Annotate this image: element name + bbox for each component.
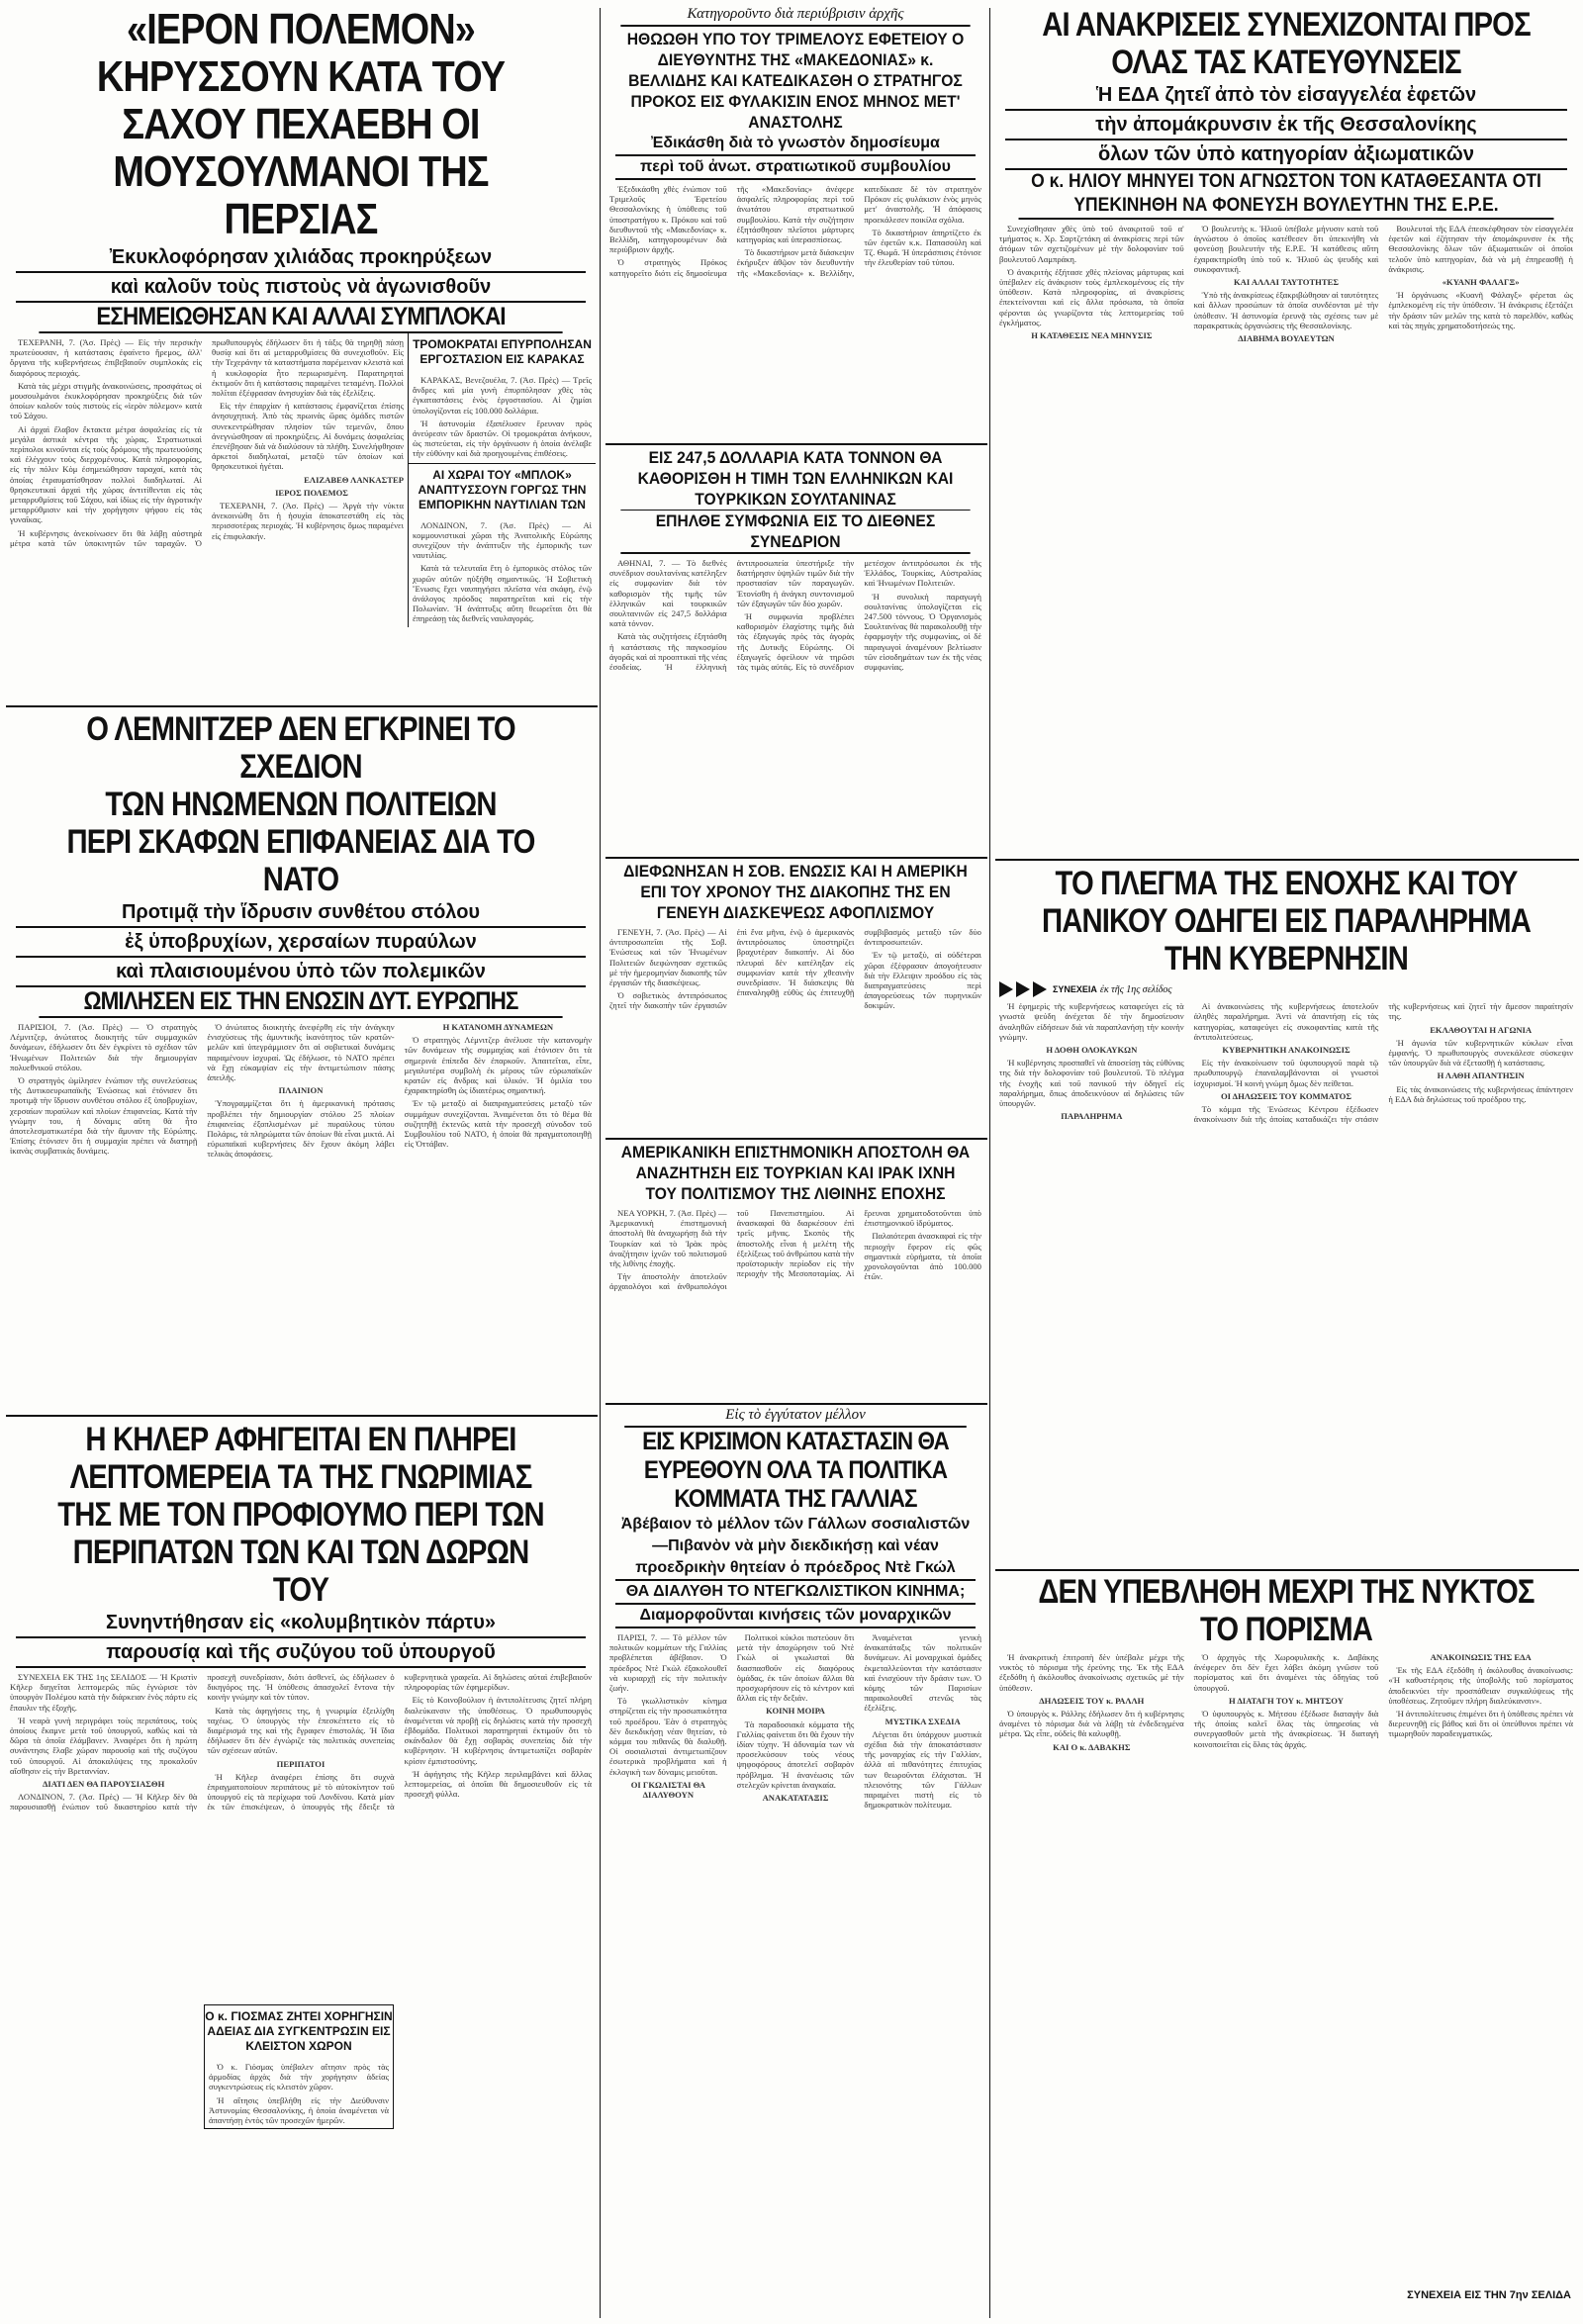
subheadline: τὴν ἀπομάκρυνσιν ἐκ τῆς Θεσσαλονίκης — [1005, 111, 1567, 140]
column-rule — [600, 8, 601, 2318]
article-porisma — [995, 1573, 1577, 2319]
subheadline: καὶ καλοῦν τοὺς πιστοὺς νὰ ἀγωνισθοῦν — [16, 273, 586, 303]
section-rule — [605, 1138, 987, 1140]
article-body: ΠΑΡΙΣΙ, 7. — Τὸ μέλλον τῶν πολιτικῶν κομμάτων τῆς Γαλλίας προβλέπεται ἀβέβαιον. Ὁ πρόεδρος Ντὲ Γκὼλ ἐξακολουθεῖ νὰ κυριαρχῇ εἰς τὴν πολιτικὴν ζωήν. Τὸ γκωλλιστικὸν κίνημα στηρίζεται εἰς τὴν προσωπικότητα τοῦ προέδρου. Ἐὰν ὁ στρατηγὸς δὲν διεκδικήσῃ νέαν θητείαν, τὸ κόμμα του πιθανῶς θὰ διαλυθῇ. Οἱ σοσιαλισταὶ ἀντιμετωπίζουν ἐσωτερικὰ προβλήματα καὶ ἡ ἐκλογικὴ των δύναμις μειοῦται. ΟΙ ΓΚΩΛΙΣΤΑΙ ΘΑ ΔΙΑΛΥΘΟΥΝ Πολιτικοὶ κύκλοι πιστεύουν ὅτι μετὰ τὴν ἀποχώρησιν τοῦ Ντὲ Γκὼλ οἱ γκωλισταὶ θὰ διασπασθοῦν εἰς διαφόρους ὁμάδας, ἐκ τῶν ὁποίων ἄλλαι θὰ προσχωρήσουν εἰς τὸ κέντρον καὶ ἄλλαι εἰς τὴν δεξιάν. ΚΟΙΝΗ ΜΟΙΡΑ Τὰ παραδοσιακὰ κόμματα τῆς Γαλλίας φαίνεται ὅτι θὰ ἔχουν τὴν ἰδίαν τύχην. Ἡ ἀδυναμία των νὰ προσελκύσουν τοὺς νέους ψηφοφόρους ἀποτελεῖ σοβαρὸν πρόβλημα. Ἡ ἀνανέωσις τῶν στελεχῶν κρίνεται ἀναγκαία. ΑΝΑΚΑΤΑΤΑΞΙΣ Ἀναμένεται γενικὴ ἀνακατάταξις τῶν πολιτικῶν δυνάμεων. Αἱ μοναρχικαὶ ὁμάδες ἐκμεταλλεύονται τὴν κατάστασιν καὶ ἐνισχύουν τὴν δράσιν των. Ὁ κόμης τῶν Παρισίων παρακολουθεῖ στενῶς τὰς ἐξελίξεις. ΜΥΣΤΙΚΑ ΣΧΕΔΙΑ Λέγεται ὅτι ὑπάρχουν μυστικὰ σχέδια διὰ τὴν ἀποκατάστασιν τῆς μοναρχίας εἰς τὴν Γαλλίαν, ἀλλὰ αἱ πιθανότητες ἐπιτυχίας των θεωροῦνται ἐλάχισται. Ἡ πλειονότης τῶν Γάλλων παραμένει πιστὴ εἰς τὸ δημοκρατικὸν πολίτευμα. — [609, 1632, 981, 1811]
continuation: ΣΥΝΕΧΕΙΑ ἐκ τῆς 1ης σελίδος — [995, 977, 1577, 997]
article-france — [605, 1407, 985, 2319]
section-rule — [6, 705, 598, 707]
headline: ΕΙΣ 247,5 ΔΟΛΛΑΡΙΑ ΚΑΤΑ ΤΟΝΝΟΝ ΘΑ ΚΑΘΟΡΙΣΘΗ Η ΤΙΜΗ ΤΩΝ ΕΛΛΗΝΙΚΩΝ ΚΑΙ ΤΟΥΡΚΙΚΩΝ ΣΟΥΛΤΑΝΙΝΑΣ — [637, 448, 954, 509]
subheadline: ΕΠΗΛΘΕ ΣΥΜΦΩΝΙΑ ΕΙΣ ΤΟ ΔΙΕΘΝΕΣ ΣΥΝΕΔΡΙΟΝ — [620, 510, 970, 554]
article-body: ΑΘΗΝΑΙ, 7. — Τὸ διεθνὲς συνέδριον σουλτανίνας κατέληξεν εἰς συμφωνίαν διὰ τὸν καθορισμὸν τῆς τιμῆς τῶν ἑλληνικῶν καὶ τουρκικῶν σουλτανινῶν εἰς 247,5 δολλάρια κατὰ τόννον. Κατὰ τὰς συζητήσεις ἐξητάσθη ἡ κατάστασις τῆς παγκοσμίου ἀγορᾶς καὶ αἱ προοπτικαὶ τῆς νέας ἐσοδείας. Ἡ ἑλληνικὴ ἀντιπροσωπεία ὑπεστήριξε τὴν διατήρησιν ὑψηλῶν τιμῶν διὰ τὴν προστασίαν τῶν παραγωγῶν. Ἐτονίσθη ἡ ἀνάγκη συντονισμοῦ τῶν ἐξαγωγῶν τῶν δύο χωρῶν. Ἡ συμφωνία προβλέπει καθορισμὸν ἐλαχίστης τιμῆς διὰ τὰς ἐξαγωγάς πρὸς τὰς ἀγορὰς τῆς Δυτικῆς Εὐρώπης. Οἱ ἐξαγωγεῖς ὀφείλουν νὰ τηρῶσι τὰς τιμὰς αὐτάς. Εἰς τὸ συνέδριον μετέσχον ἀντιπρόσωποι ἐκ τῆς Ἑλλάδος, Τουρκίας, Αὐστραλίας καὶ Ἡνωμένων Πολιτειῶν. Ἡ συνολικὴ παραγωγὴ σουλτανίνας ὑπολογίζεται εἰς 247.500 τόννους. Ὁ Ὀργανισμὸς Σουλτανίνας θὰ παρακολουθῇ τὴν ἐφαρμογὴν τῆς συμφωνίας, οἱ δὲ παραγωγοὶ ἀναμένουν βελτίωσιν τῶν εἰσοδημάτων των ἐκ τῆς νέας συμφωνίας. — [609, 558, 981, 673]
headline: Η ΚΗΛΕΡ ΑΦΗΓΕΙΤΑΙ ΕΝ ΠΛΗΡΕΙ ΛΕΠΤΟΜΕΡΕΙΑ ΤΑ ΤΗΣ ΓΝΩΡΙΜΙΑΣ ΤΗΣ ΜΕ ΤΟΝ ΠΡΟΦΙΟΥΜΟ ΠΕΡΙ ΤΩΝ ΠΕΡΙΠΑΤΩΝ ΤΩΝ ΚΑΙ ΤΩΝ ΔΩΡΩΝ ΤΟΥ — [57, 1421, 544, 1609]
article-vellidis — [605, 6, 985, 441]
article-investigations — [995, 6, 1577, 857]
headline: ΠΕΡΙ ΣΚΑΦΩΝ ΕΠΙΦΑΝΕΙΑΣ ΔΙΑ ΤΟ ΝΑΤΟ — [66, 823, 535, 898]
headline: ΤΩΝ ΗΝΩΜΕΝΩΝ ΠΟΛΙΤΕΙΩΝ — [105, 786, 497, 823]
headline: Ο ΛΕΜΝΙΤΖΕΡ ΔΕΝ ΕΓΚΡΙΝΕΙ ΤΟ ΣΧΕΔΙΟΝ — [86, 710, 515, 786]
headline: ΗΘΩΩΘΗ ΥΠΟ ΤΟΥ ΤΡΙΜΕΛΟΥΣ ΕΦΕΤΕΙΟΥ Ο ΔΙΕΥΘΥΝΤΗΣ ΤΗΣ «ΜΑΚΕΔΟΝΙΑΣ» κ. ΒΕΛΛΙΔΗΣ ΚΑΙ ΚΑΤΕΔΙΚΑΣΘΗ Ο ΣΤΡΑΤΗΓΟΣ ΠΡΟΚΟΣ ΕΙΣ ΦΥΛΑΚΙΣΙΝ ΕΝΟΣ ΜΗΝΟΣ ΜΕΤ' ΑΝΑΣΤΟΛΗΣ — [620, 25, 970, 133]
section-rule — [6, 1415, 598, 1417]
box-body: ΛΟΝΔΙΝΟΝ, 7. (Ἀσ. Πρὲς) — Αἱ κομμουνιστικαὶ χῶραι τῆς Ἀνατολικῆς Εὐρώπης συνεχίζουν τὴν ἀνάπτυξιν τῆς ἐμπορικῆς των ναυτιλίας. Κατὰ τὰ τελευταῖα ἔτη ὁ ἐμπορικὸς στόλος τῶν χωρῶν αὐτῶν ηὐξήθη σημαντικῶς. Ἡ Σοβιετικὴ Ἕνωσις ἔχει ναυπηγήσει πλεῖστα νέα σκάφη, ἐνῷ ἀνάλογος πρόοδος παρατηρεῖται καὶ εἰς τὴν Πολωνίαν. Ἡ ἀνάπτυξις αὕτη θεωρεῖται ὅτι θὰ ἐπηρεάσῃ τὰς διεθνεῖς ναυλαγοράς. — [412, 519, 592, 624]
column-rule — [989, 8, 990, 2318]
article-body: Ἡ ἐφημερὶς τῆς κυβερνήσεως καταφεύγει εἰς τὰ γνωστὰ ψεύδη ἀνέχεται δὲ τὴν δημοσίευσιν ἀναληθῶν εἰδήσεων διὰ νὰ παραπλανήσῃ τὴν κοινὴν γνώμην. Η ΔΟΘΗ ΟΛΟΚΑΥΚΩΝ Ἡ κυβέρνησις προσπαθεῖ νὰ ἀποσείσῃ τὰς εὐθύνας της διὰ τὴν δολοφονίαν τοῦ βουλευτοῦ. Τὸ πλέγμα τῆς ἐνοχῆς καὶ τοῦ πανικοῦ τὴν ὁδηγεῖ εἰς παραλήρημα, ὅπως ἀποδεικνύουν αἱ δηλώσεις τῶν ὑπουργῶν. ΠΑΡΑΛΗΡΗΜΑ Αἱ ἀνακοινώσεις τῆς κυβερνήσεως ἀποτελοῦν ἀληθὲς παραλήρημα. Ἀντὶ νὰ ἀπαντήσῃ εἰς τὰς κατηγορίας, καταφεύγει εἰς συκοφαντίας κατὰ τῆς ἀντιπολιτεύσεως. ΚΥΒΕΡΝΗΤΙΚΗ ΑΝΑΚΟΙΝΩΣΙΣ Εἰς τὴν ἀνακοίνωσιν τοῦ ὑφυπουργοῦ παρὰ τῷ πρωθυπουργῷ ἐπαναλαμβάνονται οἱ γνωστοὶ ἰσχυρισμοί. Ἡ κοινὴ γνώμη ὅμως δὲν πείθεται. ΟΙ ΔΗΛΩΣΕΙΣ ΤΟΥ ΚΟΜΜΑΤΟΣ Τὸ κόμμα τῆς Ἑνώσεως Κέντρου ἐξέδωσεν ἀνακοίνωσιν διὰ τῆς ὁποίας καταδικάζει τὴν στάσιν τῆς κυβερνήσεως καὶ ζητεῖ τὴν ἄμεσον παραίτησίν της. ΕΚΛΑΘΟΥΤΑΙ Η ΑΓΩΝΙΑ Ἡ ἀγωνία τῶν κυβερνητικῶν κύκλων εἶναι ἐμφανής. Ὁ πρωθυπουργὸς συνεκάλεσε σύσκεψιν τῶν ὑπουργῶν διὰ νὰ ἐξετασθῇ ἡ κατάστασις. Η ΛΑΘΗ ΑΠΑΝΤΗΣΙΝ Εἰς τὰς ἀνακοινώσεις τῆς κυβερνήσεως ἀπάντησεν ἡ ΕΔΑ διὰ δηλώσεως τοῦ προέδρου της. — [999, 1001, 1573, 1125]
arrow-icon — [1016, 981, 1030, 997]
subheadline: Ἀβέβαιον τὸ μέλλον τῶν Γάλλων σοσιαλιστῶν—Πιβανὸν νὰ μὴν διεκδικήσῃ καὶ νέαν προεδρικὴν θητείαν ὁ πρόεδρος Ντὲ Γκώλ — [615, 1514, 976, 1581]
section-rule — [995, 859, 1579, 861]
subheadline: Ο κ. ΗΛΙΟΥ ΜΗΝΥΕΙ ΤΟΝ ΑΓΝΩΣΤΟΝ ΤΟΝ ΚΑΤΑΘΕΣΑΝΤΑ ΟΤΙ ΥΠΕΚΙΝΗΘΗ ΝΑ ΦΟΝΕΥΣΗ ΒΟΥΛΕΥΤΗΝ ΤΗΣ Ε.Ρ.Ε. — [1019, 170, 1554, 220]
subheadline: ἐξ ὑποβρυχίων, χερσαίων πυραύλων — [16, 928, 586, 958]
subheadline: Ἡ ΕΔΑ ζητεῖ ἀπὸ τὸν εἰσαγγελέα ἐφετῶν — [1005, 81, 1567, 111]
arrow-icon — [1033, 981, 1047, 997]
article-guilt — [995, 865, 1577, 1567]
article-disarmament — [605, 861, 985, 1136]
article-lemnitzer — [6, 710, 596, 1413]
subheadline: Συνηντήθησαν εἰς «κολυμβητικὸν πάρτυ» — [16, 1609, 586, 1638]
article-keeler — [6, 1421, 596, 2319]
subheadline: ὅλων τῶν ὑπὸ κατηγορίαν ἀξιωματικῶν — [1005, 140, 1567, 170]
article-body: ΠΑΡΙΣΙΟΙ, 7. (Ἀσ. Πρὲς) — Ὁ στρατηγὸς Λέμνιτζερ, ἀνώτατος διοικητὴς τῶν συμμαχικῶν δυνάμεων, ἐδήλωσεν ὅτι δὲν ἐγκρίνει τὸ σχέδιον τῶν Ἡνωμένων Πολιτειῶν διὰ τὴν δημιουργίαν πολυεθνικοῦ στόλου. Ὁ στρατηγὸς ὡμίλησεν ἐνώπιον τῆς συνελεύσεως τῆς Δυτικοευρωπαϊκῆς Ἑνώσεως καὶ ἐτόνισεν ὅτι προτιμᾷ τὴν ἵδρυσιν συνθέτου στόλου ἐξ ὑποβρυχίων, χερσαίων πυραύλων καὶ πλοίων ἐπιφανείας. Κατὰ τὴν γνώμην του, ἡ δύναμις αὕτη θὰ ἦτο ἀποτελεσματικωτέρα διὰ τὴν ἄμυναν τῆς Εὐρώπης. Ἐπίσης ἐτόνισεν ὅτι ἡ συμμαχία πρέπει νὰ διατηρῇ ἱκανὰς συμβατικὰς δυνάμεις. Ὁ ἀνώτατος διοικητὴς ἀνεφέρθη εἰς τὴν ἀνάγκην ἐνισχύσεως τῆς ἀμυντικῆς ἱκανότητος τῶν κρατῶν-μελῶν καὶ ὑπεγράμμισεν ὅτι αἱ σοβιετικαὶ δυνάμεις παραμένουν ἰσχυραί. Ὡς ἐδήλωσε, τὸ ΝΑΤΟ πρέπει νὰ ἔχῃ εὐκαμψίαν εἰς τὴν ἀντιμετώπισιν πάσης ἀπειλῆς. ΠΛΑΙΝΙΟΝ Ὑπογραμμίζεται ὅτι ἡ ἀμερικανικὴ πρότασις προβλέπει τὴν δημιουργίαν στόλου 25 πλοίων ἐπιφανείας ἐξοπλισμένων μὲ πυραύλους τύπου Πολάρις, τὰ πληρώματα τῶν ὁποίων θὰ εἶναι μικτά. Αἱ εὐρωπαϊκαὶ κυβερνήσεις δὲν ἔχουν ἀκόμη λάβει τελικὰς ἀποφάσεις. Η ΚΑΤΑΝΟΜΗ ΔΥΝΑΜΕΩΝ Ὁ στρατηγὸς Λέμνιτζερ ἀνέλυσε τὴν κατανομὴν τῶν δυνάμεων τῆς συμμαχίας καὶ ἐτόνισεν ὅτι τὰ σημερινὰ ἐπίπεδα δὲν ἐπαρκοῦν. Ἀπαιτεῖται, εἶπε, μεγαλυτέρα συμβολὴ ἐκ μέρους τῶν εὐρωπαϊκῶν κρατῶν εἰς ἄνδρας καὶ ὑλικόν. Ἡ ὁμιλία του ἐχαρακτηρίσθη ὡς ἰδιαιτέρως σημαντική. Ἐν τῷ μεταξὺ αἱ διαπραγματεύσεις μεταξὺ τῶν συμμάχων συνεχίζονται. Ἀναμένεται ὅτι τὸ θέμα θὰ συζητηθῇ ἐκτενῶς κατὰ τὴν προσεχῆ σύνοδον τοῦ Συμβουλίου τοῦ ΝΑΤΟ, ἡ ὁποία θὰ πραγματοποιηθῇ εἰς Ὀττάβαν. — [10, 1022, 592, 1160]
subheadline: ΩΜΙΛΗΣΕΝ ΕΙΣ ΤΗΝ ΕΝΩΣΙΝ ΔΥΤ. ΕΥΡΩΠΗΣ — [39, 987, 562, 1018]
subheadline: καὶ πλαισιουμένου ὑπὸ τῶν πολεμικῶν — [16, 958, 586, 987]
box-title: Ο κ. ΓΙΟΣΜΑΣ ΖΗΤΕΙ ΧΟΡΗΓΗΣΙΝ ΑΔΕΙΑΣ ΔΙΑ ΣΥΓΚΕΝΤΡΩΣΙΝ ΕΙΣ ΚΛΕΙΣΤΟΝ ΧΩΡΟΝ — [205, 2009, 393, 2053]
article-body: Ἡ ἀνακριτικὴ ἐπιτροπὴ δὲν ὑπέβαλε μέχρι τῆς νυκτὸς τὸ πόρισμα τῆς ἐρεύνης της. Ἐκ τῆς ΕΔΑ ἐξεδόθη ἡ ἀκόλουθος ἀνακοίνωσις σχετικῶς μὲ τὴν ὑπόθεσιν. ΔΗΛΩΣΕΙΣ ΤΟΥ κ. ΡΑΛΛΗ Ὁ ὑπουργὸς κ. Ράλλης ἐδήλωσεν ὅτι ἡ κυβέρνησις ἀναμένει τὸ πόρισμα διὰ νὰ λάβῃ τὰ ἐνδεδειγμένα μέτρα. Ὡς εἶπε, οὐδεὶς θὰ καλυφθῇ. ΚΑΙ Ο κ. ΔΑΒΑΚΗΣ Ὁ ἀρχηγὸς τῆς Χωροφυλακῆς κ. Δαβάκης ἀνέφερεν ὅτι δὲν ἔχει λάβει ἀκόμη γνῶσιν τοῦ πορίσματος καὶ ὅτι ἀναμένει τὰς ὁδηγίας τοῦ ὑπουργοῦ. Η ΔΙΑΤΑΓΗ ΤΟΥ κ. ΜΗΤΣΟΥ Ὁ ὑφυπουργὸς κ. Μήτσου ἐξέδωσε διαταγὴν διὰ τῆς ὁποίας καλεῖ ὅλας τὰς ὑπηρεσίας νὰ συνεργασθοῦν μετὰ τῆς ἀνακρίσεως. Ἡ διαταγὴ κοινοποιεῖται εἰς ὅλας τὰς ἀρχάς. ΑΝΑΚΟΙΝΩΣΙΣ ΤΗΣ ΕΔΑ Ἐκ τῆς ΕΔΑ ἐξεδόθη ἡ ἀκόλουθος ἀνακοίνωσις: «Ἡ καθυστέρησις τῆς ὑποβολῆς τοῦ πορίσματος ἀποδεικνύει τὴν προσπάθειαν συγκαλύψεως τῆς ὑποθέσεως. Ζητοῦμεν πλήρη διαλεύκανσιν». Ἡ ἀντιπολίτευσις ἐπιμένει ὅτι ἡ ὑπόθεσις πρέπει νὰ διερευνηθῇ εἰς βάθος καὶ ὅτι οἱ ὑπεύθυνοι πρέπει νὰ τιμωρηθοῦν παραδειγματικῶς. — [999, 1652, 1573, 1752]
subheadline: ΕΣΗΜΕΙΩΘΗΣΑΝ ΚΑΙ ΑΛΛΑΙ ΣΥΜΠΛΟΚΑΙ — [39, 303, 562, 333]
article-body: ΤΕΧΕΡΑΝΗ, 7. (Ἀσ. Πρὲς) — Εἰς τὴν περσικὴν πρωτεύουσαν, ἡ κατάστασις ἐφαίνετο ἤρεμος, ἀλλ' ὄργανα τῆς κυβερνήσεως ἐπιβεβαιοῦν συμπλοκὰς εἰς διαφόρους περιοχάς. Κατὰ τὰς μέχρι στιγμῆς ἀνακοινώσεις, προσφάτως οἱ μουσουλμάνοι ἐκυκλοφόρησαν προκηρύξεις διὰ τῶν ὁποίων καλοῦν τοὺς πιστοὺς εἰς «ἱερὸν πόλεμον» κατὰ τοῦ Σάχου. Αἱ ἀρχαὶ ἔλαβον ἔκτακτα μέτρα ἀσφαλείας εἰς τὰ μεγάλα ἀστικὰ κέντρα τῆς χώρας. Στρατιωτικαὶ περίπολοι κινοῦνται εἰς τοὺς δρόμους τῆς πρωτευούσης καὶ ἐλέγχουν τοὺς διερχομένους. Κατὰ πληροφορίας, εἰς τὴν πόλιν Κὸμ ἐσημειώθησαν ταραχαί, κατὰ τὰς ὁποίας ἐτραυματίσθησαν πολλοὶ διαδηλωταί. Αἱ θρησκευτικαὶ ἀρχαὶ τῆς χώρας ἀντιτίθενται εἰς τὰς μεταρρυθμίσεις τοῦ Σάχου, καὶ ἰδίως εἰς τὴν ἀγροτικὴν μεταρρύθμισιν καὶ τὴν χορήγησιν ψήφου εἰς τὰς γυναῖκας. Ἡ κυβέρνησις ἀνεκοίνωσεν ὅτι θὰ λάβῃ αὐστηρὰ μέτρα κατὰ τῶν ὑποκινητῶν τῶν ταραχῶν. Ὁ πρωθυπουργὸς ἐδήλωσεν ὅτι ἡ τάξις θὰ τηρηθῇ πάσῃ θυσίᾳ καὶ ὅτι αἱ μεταρρυθμίσεις θὰ συνεχισθοῦν. Εἰς τὴν Τεχεράνην τὰ καταστήματα παρέμειναν κλειστὰ καὶ ἡ κυκλοφορία ἦτο περιωρισμένη. Παρατηρηταὶ ἐκτιμοῦν ὅτι ἡ κατάστασις παραμένει τεταμένη. Πολλοὶ πολῖται ἐξέφρασαν ἀνησυχίαν διὰ τὰς ἐξελίξεις. Εἰς τὴν ἐπαρχίαν ἡ κατάστασις ἐμφανίζεται ἐπίσης ἀνησυχητική. Ἀπὸ τὰς πρωινὰς ὥρας ὁμάδες πιστῶν συνεκεντρώθησαν πλησίον τῶν τεμενῶν, ὅπου ἀνεγνώσθησαν αἱ προκηρύξεις. Αἱ δυνάμεις ἀσφαλείας ἐπενέβησαν διὰ νὰ διαλύσουν τὰ πλήθη. Συνελήφθησαν ἀρκετοὶ διαδηλωταί, μεταξὺ τῶν ὁποίων καὶ θρησκευτικοὶ ἡγέται. ΕΛΙΖΑΒΕΘ ΛΑΝΚΑΣΤΕΡ ΙΕΡΟΣ ΠΟΛΕΜΟΣ ΤΕΧΕΡΑΝΗ, 7. (Ἀσ. Πρὲς) — Ἀργὰ τὴν νύκτα ἀνεκοινώθη ὅτι ἡ ἡσυχία ἀποκατεστάθη εἰς τὰς περισσοτέρας περιοχάς. Ἡ κυβέρνησις ὅμως παραμένει εἰς ἐπιφυλακήν. — [10, 337, 404, 548]
article-expedition — [605, 1142, 985, 1401]
subheadline: Διαμορφοῦνται κινήσεις τῶν μοναρχικῶν — [615, 1605, 976, 1628]
section-rule — [605, 443, 987, 445]
section-rule — [995, 1569, 1579, 1571]
headline: ΑΙ ΑΝΑΚΡΙΣΕΙΣ ΣΥΝΕΧΙΖΟΝΤΑΙ ΠΡΟΣ ΟΛΑΣ ΤΑΣ ΚΑΤΕΥΘΥΝΣΕΙΣ — [1042, 6, 1531, 81]
kicker: Κατηγοροῦντο διὰ περιύβρισιν ἀρχῆς — [687, 6, 904, 22]
article-body: Συνεχίσθησαν χθὲς ὑπὸ τοῦ ἀνακριτοῦ τοῦ α' τμήματος κ. Χρ. Σαρτζετάκη αἱ ἀνακρίσεις περὶ τῶν ἀτόμων τῶν σχετιζομένων μὲ τὴν δολοφονίαν τοῦ βουλευτοῦ Λαμπράκη. Ὁ ἀνακριτὴς ἐξήτασε χθὲς πλείονας μάρτυρας καὶ ὑπέβαλεν εἰς ἀνάκρισιν τοὺς ἐμπλεκομένους εἰς τὴν ὑπόθεσιν. Κατὰ πληροφορίας, αἱ ἀνακρίσεις ἐπεκτείνονται καὶ εἰς ἄλλα πρόσωπα, τὰ ὁποῖα φέρονται ὡς γνωρίζοντα τὰς λεπτομερείας τοῦ ἐγκλήματος. Η ΚΑΤΑΘΕΣΙΣ ΝΕΑ ΜΗΝΥΣΙΣ Ὁ βουλευτὴς κ. Ἠλιοῦ ὑπέβαλε μήνυσιν κατὰ τοῦ ἀγνώστου ὁ ὁποῖος κατέθεσεν ὅτι ὑπεκινήθη νὰ φονεύσῃ βουλευτὴν τῆς Ε.Ρ.Ε. Ἡ κατάθεσις αὕτη ἐχαρακτηρίσθη ὑπὸ τοῦ κ. Ἠλιοῦ ὡς ψευδὴς καὶ συκοφαντική. ΚΑΙ ΑΛΛΑΙ ΤΑΥΤΟΤΗΤΕΣ Ὑπὸ τῆς ἀνακρίσεως ἐξακριβώθησαν αἱ ταυτότητες καὶ ἄλλων προσώπων τὰ ὁποῖα συνδέονται μὲ τὴν ὑπόθεσιν. Ἡ ἀστυνομία ἐρευνᾷ τὰς σχέσεις των μὲ παρακρατικὰς ὀργανώσεις τῆς Θεσσαλονίκης. ΔΙΑΒΗΜΑ ΒΟΥΛΕΥΤΩΝ Βουλευταὶ τῆς ΕΔΑ ἐπεσκέφθησαν τὸν εἰσαγγελέα ἐφετῶν καὶ ἐζήτησαν τὴν ἀπομάκρυνσιν ἐκ τῆς Θεσσαλονίκης ὅλων τῶν ἀξιωματικῶν οἱ ὁποῖοι τελοῦν ὑπὸ κατηγορίαν, διὰ νὰ μὴ ἐπηρεασθῇ ἡ ἀνάκρισις. «ΚΥΑΝΗ ΦΑΛΑΓΞ» Ἡ ὀργάνωσις «Κυανῆ Φάλαγξ» φέρεται ὡς ἐμπλεκομένη εἰς τὴν ὑπόθεσιν. Ἡ ἀνάκρισις ἐξετάζει τὴν δράσιν τῶν μελῶν της κατὰ τὸ παρελθόν, καθὼς καὶ τὰς πηγὰς χρηματοδοτήσεώς της. — [999, 224, 1573, 344]
headline: ΤΟ ΠΛΕΓΜΑ ΤΗΣ ΕΝΟΧΗΣ ΚΑΙ ΤΟΥ ΠΑΝΙΚΟΥ ΟΔΗΓΕΙ ΕΙΣ ΠΑΡΑΛΗΡΗΜΑ ΤΗΝ ΚΥΒΕΡΝΗΣΙΝ — [1042, 865, 1531, 977]
subheadline: ΘΑ ΔΙΑΛΥΘΗ ΤΟ ΝΤΕΓΚΩΛΙΣΤΙΚΟΝ ΚΙΝΗΜΑ; — [615, 1581, 976, 1605]
arrow-icon — [999, 981, 1013, 997]
article-sultana — [605, 447, 985, 855]
article-body: ΝΕΑ ΥΟΡΚΗ, 7. (Ἀσ. Πρὲς) — Ἀμερικανικὴ ἐπιστημονικὴ ἀποστολὴ θὰ ἀναχωρήσῃ διὰ τὴν Τουρκίαν καὶ τὸ Ἰρὰκ πρὸς ἀναζήτησιν ἰχνῶν τοῦ πολιτισμοῦ τῆς λιθίνης ἐποχῆς. Τὴν ἀποστολὴν ἀποτελοῦν ἀρχαιολόγοι καὶ ἀνθρωπολόγοι τοῦ Πανεπιστημίου. Αἱ ἀνασκαφαὶ θὰ διαρκέσουν ἐπὶ τρεῖς μῆνας. Σκοπὸς τῆς ἀποστολῆς εἶναι ἡ μελέτη τῆς ἐξελίξεως τοῦ ἀνθρώπου κατὰ τὴν προϊστορικὴν περίοδον εἰς τὴν περιοχὴν τῆς Μεσοποταμίας. Αἱ ἔρευναι χρηματοδοτοῦνται ὑπὸ ἐπιστημονικοῦ ἱδρύματος. Παλαιότεραι ἀνασκαφαὶ εἰς τὴν περιοχὴν ἔφερον εἰς φῶς σημαντικὰ εὑρήματα, τὰ ὁποῖα χρονολογοῦνται ἀπὸ 100.000 ἐτῶν. — [609, 1208, 981, 1292]
headline: ΔΕΝ ΥΠΕΒΛΗΘΗ ΜΕΧΡΙ ΤΗΣ ΝΥΚΤΟΣ ΤΟ ΠΟΡΙΣΜΑ — [1038, 1573, 1535, 1648]
box-giosmas — [204, 2004, 394, 2129]
kicker: Εἰς τὸ ἐγγύτατον μέλλον — [725, 1407, 866, 1423]
article-body: Ἐξεδικάσθη χθὲς ἐνώπιον τοῦ Τριμελοῦς Ἐφετείου Θεσσαλονίκης ἡ ὑπόθεσις τοῦ ὑποστρατήγου κ. Πρόκου καὶ τοῦ διευθυντοῦ τῆς «Μακεδονίας» κ. Βελλίδη, κατηγορουμένων διὰ περιύβρισιν ἀρχῆς. Ὁ στρατηγὸς Πρόκος κατηγορεῖτο διότι εἰς δημοσίευμα τῆς «Μακεδονίας» ἀνέφερε ἀσφαλεῖς πληροφορίας περὶ τοῦ ἀνωτάτου στρατιωτικοῦ συμβουλίου. Κατὰ τὴν συζήτησιν ἐξητάσθησαν πλεῖστοι μάρτυρες κατηγορίας καὶ ὑπερασπίσεως. Τὸ δικαστήριον μετὰ διάσκεψιν ἐκήρυξεν ἀθῷον τὸν διευθυντὴν τῆς «Μακεδονίας» κ. Βελλίδην, κατεδίκασε δὲ τὸν στρατηγὸν Πρόκον εἰς φυλάκισιν ἑνὸς μηνὸς μετ' ἀναστολῆς. Ἡ ἀπόφασις προεκάλεσεν ποικίλα σχόλια. Τὸ δικαστήριον ἀπηρτίζετο ἐκ τῶν ἐφετῶν κ.κ. Παπασούλη καὶ Τζ. Θωμᾶ. Ἡ ὑπεράσπισις ἐτόνισε τὴν ἐλευθερίαν τοῦ τύπου. — [609, 184, 981, 278]
subheadline: Προτιμᾷ τὴν ἵδρυσιν συνθέτου στόλου — [16, 898, 586, 928]
subheadline: παρουσίᾳ καὶ τῆς συζύγου τοῦ ὑπουργοῦ — [16, 1638, 586, 1668]
sidebar-boxes — [408, 333, 596, 627]
article-persia — [6, 6, 596, 703]
subheadline: περὶ τοῦ ἀνωτ. στρατιωτικοῦ συμβουλίου — [615, 156, 976, 180]
box-title: ΤΡΟΜΟΚΡΑΤΑΙ ΕΠΥΡΠΟΛΗΣΑΝ ΕΡΓΟΣΤΑΣΙΟΝ ΕΙΣ ΚΑΡΑΚΑΣ — [413, 337, 592, 366]
headline: ΑΜΕΡΙΚΑΝΙΚΗ ΕΠΙΣΤΗΜΟΝΙΚΗ ΑΠΟΣΤΟΛΗ ΘΑ ΑΝΑΖΗΤΗΣΗ ΕΙΣ ΤΟΥΡΚΙΑΝ ΚΑΙ ΙΡΑΚ ΙΧΝΗ ΤΟΥ ΠΟΛΙΤΙΣΜΟΥ ΤΗΣ ΛΙΘΙΝΗΣ ΕΠΟΧΗΣ — [620, 1143, 971, 1203]
subheadline: Ἐκυκλοφόρησαν χιλιάδας προκηρύξεων — [16, 243, 586, 273]
headline: «ΙΕΡΟΝ ΠΟΛΕΜΟΝ» ΚΗΡΥΣΣΟΥΝ ΚΑΤΑ ΤΟΥ ΣΑΧΟΥ ΠΕΧΑΕΒΗ ΟΙ ΜΟΥΣΟΥΛΜΑΝΟΙ ΤΗΣ ΠΕΡΣΙΑΣ — [96, 6, 506, 243]
headline: ΔΙΕΦΩΝΗΣΑΝ Η ΣΟΒ. ΕΝΩΣΙΣ ΚΑΙ Η ΑΜΕΡΙΚΗ ΕΠΙ ΤΟΥ ΧΡΟΝΟΥ ΤΗΣ ΔΙΑΚΟΠΗΣ ΤΗΣ ΕΝ ΓΕΝΕΥΗ ΔΙΑΣΚΕΨΕΩΣ ΑΦΟΠΛΙΣΜΟΥ — [623, 862, 968, 922]
box-body: Ὁ κ. Γιόσμας ὑπέβαλεν αἴτησιν πρὸς τὰς ἀρμοδίας ἀρχὰς διὰ τὴν χορήγησιν ἀδείας συγκεντρώσεως εἰς κλειστὸν χῶρον. Ἡ αἴτησις ὑπεβλήθη εἰς τὴν Διεύθυνσιν Ἀστυνομίας Θεσσαλονίκης, ἡ ὁποία ἀναμένεται νὰ ἀπαντήσῃ ἐντὸς τῶν προσεχῶν ἡμερῶν. — [209, 2062, 389, 2126]
section-rule — [605, 1403, 987, 1405]
article-body: ΓΕΝΕΥΗ, 7. (Ἀσ. Πρὲς) — Αἱ ἀντιπροσωπεῖαι τῆς Σοβ. Ἑνώσεως καὶ τῶν Ἡνωμένων Πολιτειῶν διεφώνησαν σχετικῶς μὲ τὴν ἡμερομηνίαν διακοπῆς τῶν ἐργασιῶν τῆς διασκέψεως. Ὁ σοβιετικὸς ἀντιπρόσωπος ζητεῖ τὴν διακοπὴν τῶν ἐργασιῶν ἐπὶ ἕνα μῆνα, ἐνῷ ὁ ἀμερικανὸς ἀντιπρόσωπος ὑποστηρίζει βραχυτέραν διακοπήν. Αἱ δύο πλευραὶ δὲν κατέληξαν εἰς συμφωνίαν κατὰ τὴν χθεσινὴν συνεδρίασιν. Ἡ διάσκεψις θὰ ἐπαναληφθῇ εὐθὺς ὡς ἐπιτευχθῇ συμβιβασμός μεταξὺ τῶν δύο ἀντιπροσωπειῶν. Ἐν τῷ μεταξὺ, αἱ οὐδέτεραι χῶραι ἐξέφρασαν ἀπογοήτευσιν διὰ τὴν ἔλλειψιν προόδου εἰς τὰς διαπραγματεύσεις περὶ ἀπαγορεύσεως τῶν πυρηνικῶν δοκιμῶν. — [609, 927, 981, 1011]
subheadline: Ἐδικάσθη διὰ τὸ γνωστὸν δημοσίευμα — [615, 133, 976, 156]
box-title: ΑΙ ΧΩΡΑΙ ΤΟΥ «ΜΠΛΟΚ» ΑΝΑΠΤΥΣΣΟΥΝ ΓΟΡΓΩΣ ΤΗΝ ΕΜΠΟΡΙΚΗΝ ΝΑΥΤΙΛΙΑΝ ΤΩΝ — [418, 467, 587, 511]
article-body: ΣΥΝΕΧΕΙΑ ΕΚ ΤΗΣ 1ης ΣΕΛΙΔΟΣ — Ἡ Κριστὶν Κῆλερ διηγεῖται λεπτομερῶς πῶς ἐγνώρισε τὸν ὑπουργὸν Πολέμου κατὰ τὴν διάρκειαν ἑνὸς πάρτυ εἰς ἔπαυλιν τῆς ἐξοχῆς. Ἡ νεαρὰ γυνὴ περιγράφει τοὺς περιπάτους, τοὺς ὁποίους ἔκαμνε μετὰ τοῦ ὑπουργοῦ, καθὼς καὶ τὰ δῶρα τὰ ὁποῖα ἐλάμβανεν. Ἀναφέρει ὅτι ἡ πρώτη συνάντησις ἔλαβε χώραν παρουσίᾳ καὶ τῆς συζύγου τοῦ ὑπουργοῦ. Αἱ ἀποκαλύψεις της προκαλοῦν αἴσθησιν εἰς τὴν Βρεταννίαν. ΔΙΑΤΙ ΔΕΝ ΘΑ ΠΑΡΟΥΣΙΑΣΘΗ ΛΟΝΔΙΝΟΝ, 7. (Ἀσ. Πρὲς) — Ἡ Κῆλερ δὲν θὰ παρουσιασθῇ ἐνώπιον τοῦ δικαστηρίου κατὰ τὴν προσεχῆ συνεδρίασιν, διότι ἀσθενεῖ, ὡς ἐδήλωσεν ὁ δικηγόρος της. Ἡ ὑπόθεσις ἀπασχολεῖ ἔντονα τὴν κοινὴν γνώμην καὶ τὸν τύπον. Κατὰ τὰς ἀφηγήσεις της, ἡ γνωριμία ἐξειλίχθη ταχέως. Ὁ ὑπουργὸς τὴν ἐπεσκέπτετο εἰς τὸ διαμέρισμά της καὶ τῆς ἔγραφεν ἐπιστολάς. Ἡ ἴδια ἐδήλωσεν ὅτι δὲν ἐγνώριζε τὰς πολιτικὰς συνεπείας τῶν σχέσεων αὐτῶν. ΠΕΡΙΠΑΤΟΙ Ἡ Κῆλερ ἀναφέρει ἐπίσης ὅτι συχνὰ ἐπραγματοποίουν περιπάτους μὲ τὸ αὐτοκίνητον τοῦ ὑπουργοῦ εἰς τὰ περίχωρα τοῦ Λονδίνου. Κατὰ μίαν ἐκ τῶν ἐπισκέψεων, ὁ ὑπουργὸς τῆς ἔδειξε τὰ κυβερνητικὰ γραφεῖα. Αἱ δηλώσεις αὐταὶ ἐπιβεβαιοῦν πληροφορίας τῶν ἐφημερίδων. Εἰς τὸ Κοινοβούλιον ἡ ἀντιπολίτευσις ζητεῖ πλήρη διαλεύκανσιν τῆς ὑποθέσεως. Ὁ πρωθυπουργὸς ἀναμένεται νὰ προβῇ εἰς δηλώσεις κατὰ τὴν προσεχῆ ἑβδομάδα. Πολιτικοὶ παρατηρηταὶ ἐκτιμοῦν ὅτι τὸ σκάνδαλον θὰ ἔχῃ σοβαρὰς συνεπείας διὰ τὴν κυβέρνησιν. Ἡ κυβέρνησις ἀντιμετωπίζει σοβαρὰν κρίσιν ἐμπιστοσύνης. Ἡ ἀφήγησις τῆς Κῆλερ περιλαμβάνει καὶ ἄλλας λεπτομερείας, αἱ ὁποῖαι θὰ δημοσιευθοῦν εἰς τὰ προσεχῆ φύλλα. — [10, 1672, 592, 1813]
headline: ΕΙΣ ΚΡΙΣΙΜΟΝ ΚΑΤΑΣΤΑΣΙΝ ΘΑ ΕΥΡΕΘΟΥΝ ΟΛΑ ΤΑ ΠΟΛΙΤΙΚΑ ΚΟΜΜΑΤΑ ΤΗΣ ΓΑΛΛΙΑΣ — [624, 1426, 967, 1514]
continuation-footer: ΣΥΝΕΧΕΙΑ ΕΙΣ ΤΗΝ 7ην ΣΕΛΙΔΑ — [1407, 2289, 1571, 2301]
section-rule — [605, 857, 987, 859]
box-body: ΚΑΡΑΚΑΣ, Βενεζουέλα, 7. (Ἀσ. Πρὲς) — Τρεῖς ἄνδρες καὶ μία γυνὴ ἐπυρπόλησαν χθὲς τὰς ἐγκαταστάσεις ἑνὸς ἐργοστασίου. Αἱ ζημίαι ὑπολογίζονται εἰς 100.000 δολλάρια. Ἡ ἀστυνομία ἐξαπέλυσεν ἔρευναν πρὸς ἀνεύρεσιν τῶν δραστῶν. Οἱ τρομοκράται ἀνήκουν, ὡς πιστεύεται, εἰς τὴν ὀργάνωσιν ἡ ὁποία ἀνέλαβε τὴν εὐθύνην καὶ διὰ προηγουμένας ἐπιθέσεις. — [412, 375, 592, 459]
